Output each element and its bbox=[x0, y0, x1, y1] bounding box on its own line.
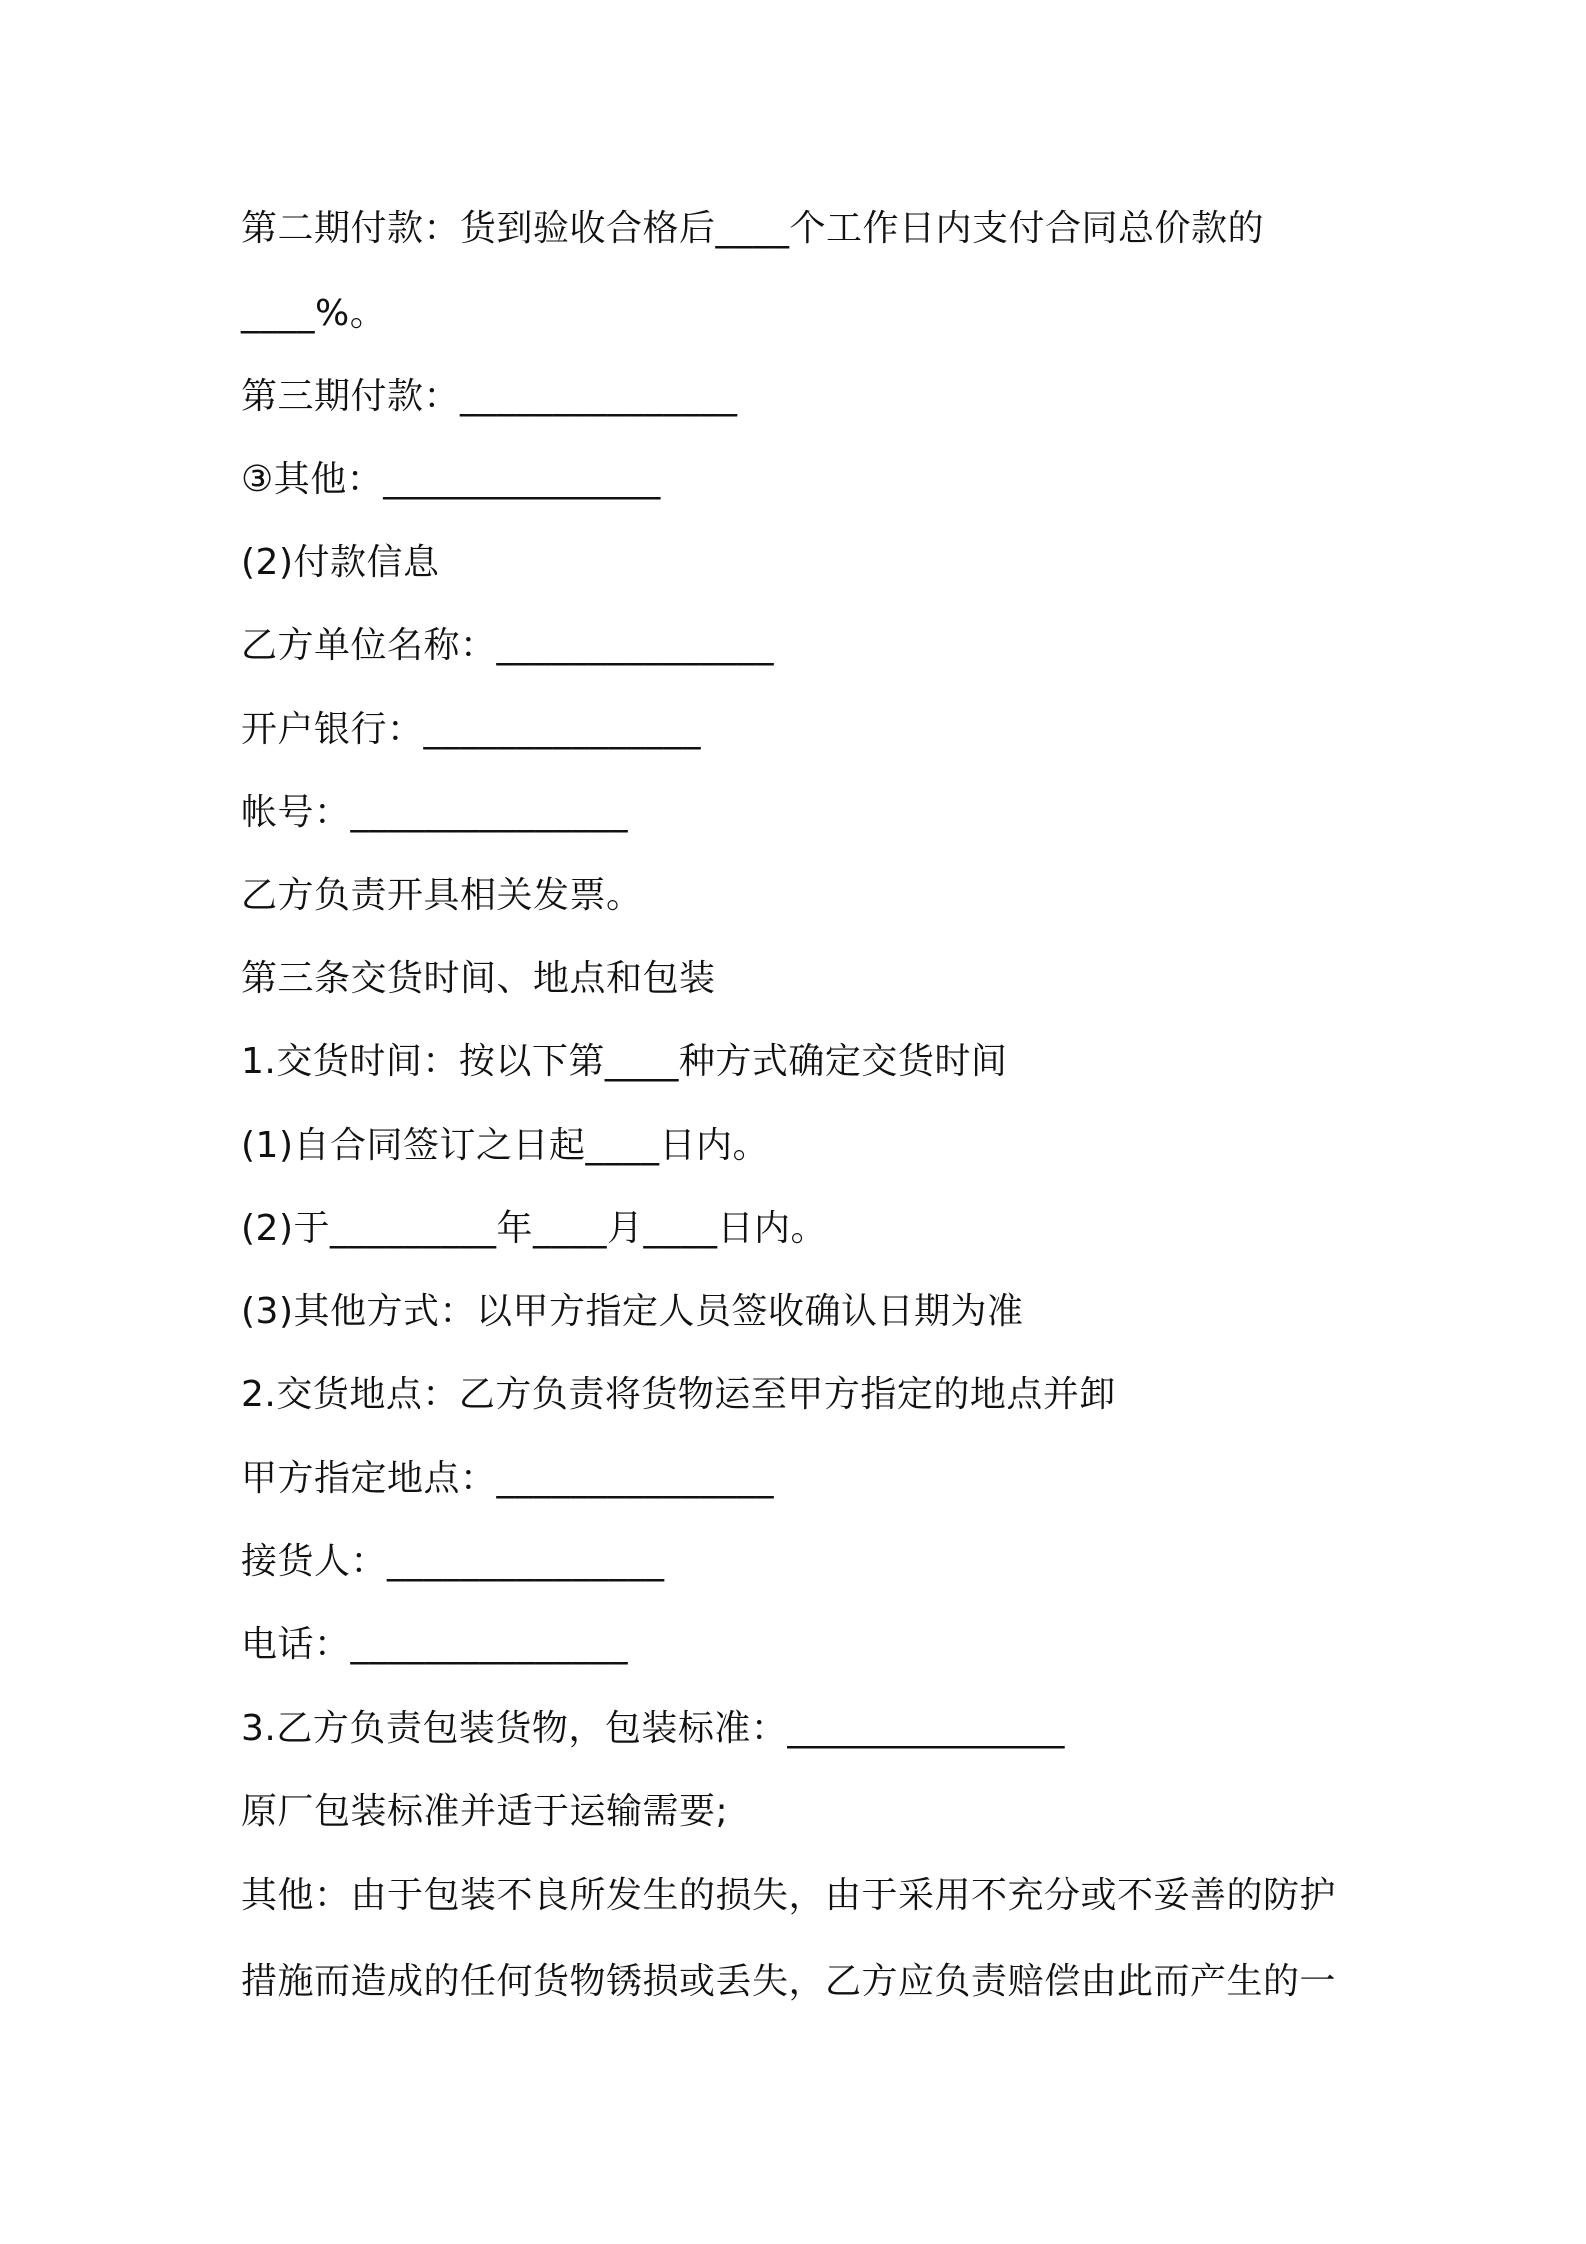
text-line-packaging: 3.乙方负责包装货物，包装标准：_______________ bbox=[241, 1708, 1065, 1749]
text-line-delivery-option-1: (1)自合同签订之日起____日内。 bbox=[241, 1125, 769, 1166]
text-line-account: 帐号：_______________ bbox=[241, 792, 629, 833]
text-line-other: ③其他：_______________ bbox=[241, 459, 661, 500]
text-line-packaging-liability: 措施而造成的任何货物锈损或丢失，乙方应负责赔偿由此而产生的一 bbox=[241, 1961, 1337, 2002]
text-line-packaging-other: 其他：由于包装不良所发生的损失，由于采用不充分或不妥善的防护 bbox=[241, 1875, 1337, 1916]
text-line-payment-third: 第三期付款：_______________ bbox=[241, 376, 738, 417]
text-line-payment-second-percent: ____%。 bbox=[241, 293, 387, 334]
text-line-designated-place: 甲方指定地点：_______________ bbox=[241, 1458, 775, 1499]
text-line-bank: 开户银行：_______________ bbox=[241, 709, 702, 750]
text-line-receiver: 接货人：_______________ bbox=[241, 1541, 665, 1582]
text-line-delivery-option-2: (2)于_________年____月____日内。 bbox=[241, 1208, 827, 1249]
text-line-payment-info-heading: (2)付款信息 bbox=[241, 542, 440, 583]
text-line-packaging-standard: 原厂包装标准并适于运输需要; bbox=[241, 1791, 729, 1832]
text-line-phone: 电话：_______________ bbox=[241, 1624, 629, 1665]
text-line-delivery-option-3: (3)其他方式：以甲方指定人员签收确认日期为准 bbox=[241, 1291, 1024, 1332]
text-line-payment-second: 第二期付款：货到验收合格后____个工作日内支付合同总价款的 bbox=[241, 208, 1265, 249]
text-line-delivery-place: 2.交货地点：乙方负责将货物运至甲方指定的地点并卸 bbox=[241, 1374, 1116, 1415]
text-line-party-b-name: 乙方单位名称：_______________ bbox=[241, 625, 775, 666]
text-line-invoice: 乙方负责开具相关发票。 bbox=[241, 875, 643, 916]
text-line-article-three-heading: 第三条交货时间、地点和包装 bbox=[241, 958, 716, 999]
text-line-delivery-time: 1.交货时间：按以下第____种方式确定交货时间 bbox=[241, 1041, 1008, 1082]
